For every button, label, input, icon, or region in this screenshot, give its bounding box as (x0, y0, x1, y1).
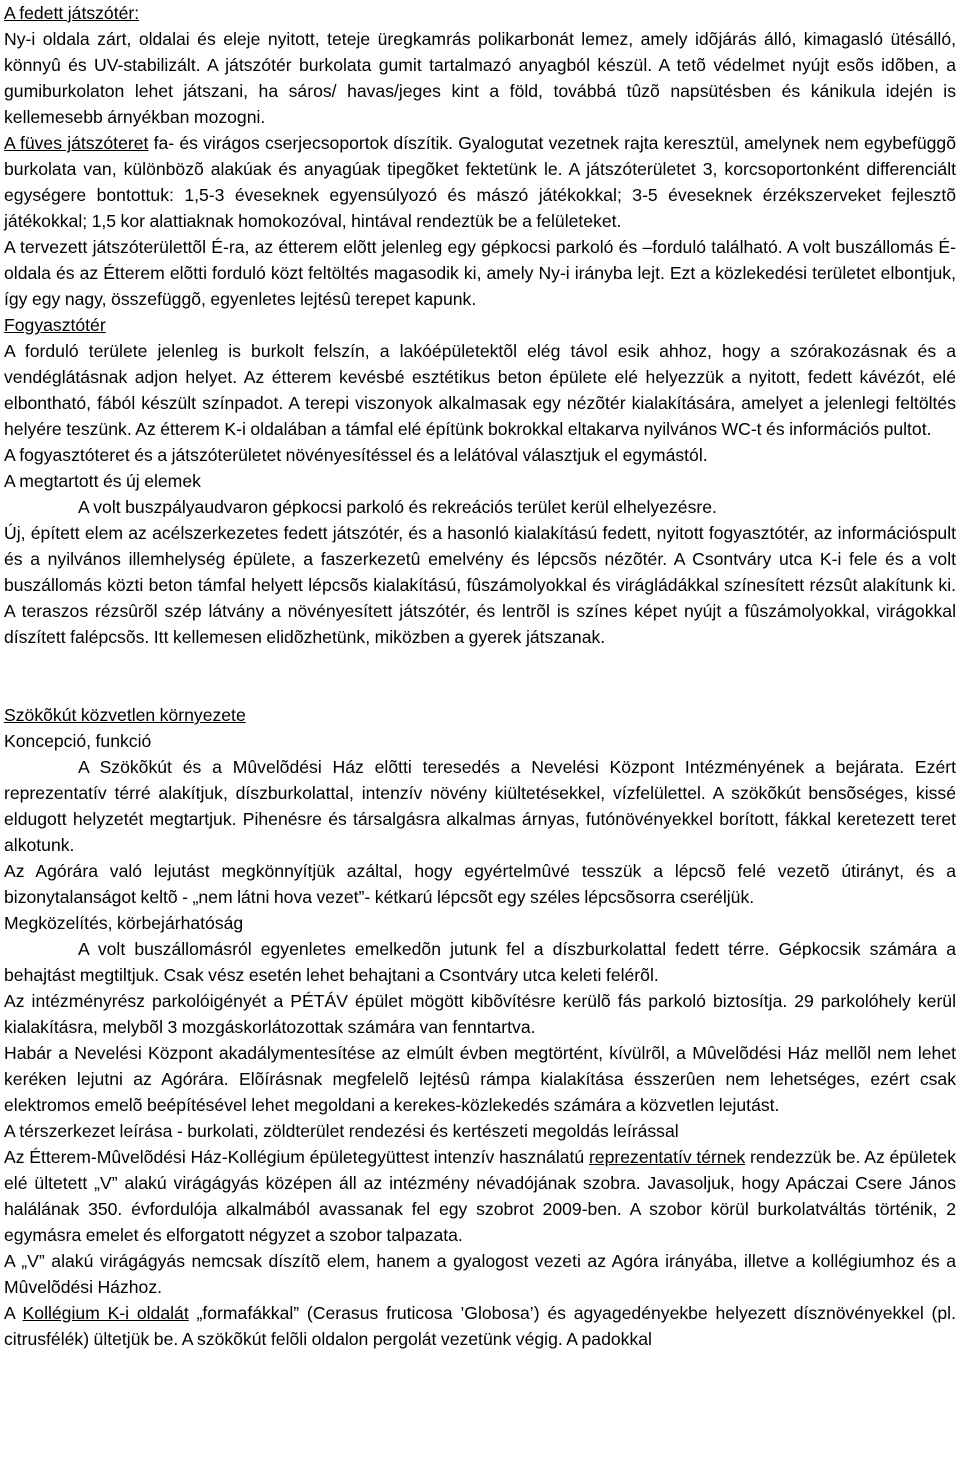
subheading: Koncepció, funkció (4, 731, 152, 751)
paragraph: Az intézményrész parkolóigényét a PÉTÁV épület mögött kibõvítésre kerülõ fás parkoló biztosítja. 29 parkolóhely kerül kialakításra, melybõl 3 mozgáskorlátozottak számára van fenntartva. (4, 991, 956, 1037)
underlined-phrase: A füves játszóteret (4, 133, 149, 153)
underlined-phrase: reprezentatív térnek (588, 1147, 746, 1167)
paragraph: Habár a Nevelési Központ akadálymentesítése az elmúlt évben megtörtént, kívülrõl, a Mûvelõdési Ház mellõl nem lehet keréken lejutni az Agórára. Elõírásnak megfelelõ lejtésû rámpa kialakítása ésszerûen nem lehetséges, ezért csak elektromos emelõ beépítésével lehet megoldani a kerekes-közlekedés számára a közvetlen lejutást. (4, 1043, 956, 1115)
spacer (4, 650, 956, 702)
paragraph: Új, épített elem az acélszerkezetes fedett játszótér, és a hasonló kialakítású fedett, nyitott fogyasztótér, az információspult és a nyilvános illemhelység épülete, a faszerkezetû emelvény és lépcsõs nézõtér. A Csontváry utca K-i fele és a volt buszállomás közti beton támfal helyett lépcsõs kialakítású, fûszámolyokkal és virágládákkal színesített rézsût alakítunk ki. A teraszos rézsûrõl szép látvány a növényesített játszótér, és lentrõl is színes képet nyújt a fûszámolyokkal, virágokkal díszített falépcsõs. Itt kellemesen elidõzhetünk, miközben a gyerek játszanak. (4, 523, 956, 647)
paragraph: A füves játszóteret fa- és virágos cserjecsoportok díszítik. Gyalogutat vezetnek rajta keresztül, amelynek nem egybefüggõ burkolata van, különbözõ alakúak és anyagúak tipegõket fektetünk le. A játszóterületet 3, korcsoportonként differenciált egységere bontottuk: 1,5-3 éveseknek egyensúlyozó és mászó játékokkal; 3-5 éveseknek érzékszerveket fejlesztõ játékokkal; 1,5 kor alattiaknak homokozóval, hintával rendeztük be a felületeket. (4, 133, 956, 231)
paragraph: A „V” alakú virágágyás nemcsak díszítõ elem, hanem a gyalogost vezeti az Agóra irányába, illetve a kollégiumhoz és a Mûvelõdési Házhoz. (4, 1251, 956, 1297)
section-heading-covered-playground: A fedett játszótér: (4, 3, 140, 23)
subheading: A térszerkezet leírása - burkolati, zöldterület rendezési és kertészeti megoldás leírással (4, 1121, 679, 1141)
section-heading-fountain-surroundings: Szökõkút közvetlen környezete (4, 705, 246, 725)
underlined-phrase: Kollégium K-i oldalát (22, 1303, 189, 1323)
paragraph: A Szökõkút és a Mûvelõdési Ház elõtti teresedés a Nevelési Központ Intézményének a bejárata. Ezért reprezentatív térré alakítjuk, díszburkolattal, intenzív növény kiültetésekkel, vízfelülettel. A szökõkút bensõséges, kissé eldugott helyzetét megtartjuk. Pihenésre és társalgásra alkalmas árnyas, futónövényekkel borított, fákkal keretezett teret alkotunk. (4, 757, 956, 855)
paragraph: A Kollégium K-i oldalát „formafákkal” (Cerasus fruticosa ’Globosa’) és agyagedényekbe helyezett dísznövényekkel (pl. citrusfélék) ültetjük be. A szökõkút felõli oldalon pergolát vezetünk végig. A padokkal (4, 1303, 956, 1349)
subheading: Megközelítés, körbejárhatóság (4, 913, 244, 933)
subheading: A megtartott és új elemek (4, 471, 201, 491)
paragraph: A volt buszállomásról egyenletes emelkedõn jutunk fel a díszburkolattal fedett térre. Gépkocsik számára a behajtást megtiltjuk. Csak vész esetén lehet behajtani a Csontváry utca keleti felérõl. (4, 939, 956, 985)
paragraph: Ny-i oldala zárt, oldalai és eleje nyitott, teteje üregkamrás polikarbonát lemez, amely idõjárás álló, kimagasló ütésálló, könnyû és UV-stabilizált. A játszótér burkolata gumit tartalmazó anyagból készül. A tetõ védelmet nyújt esõs idõben, a gumiburkolaton lehet játszani, ha sáros/ havas/jeges kint a föld, továbbá tûzõ napsütésben és kánikula idején is kellemesebb árnyékban mozogni. (4, 29, 956, 127)
section-heading-consumption-area: Fogyasztótér (4, 315, 106, 335)
paragraph: A tervezett játszóterülettõl É-ra, az étterem elõtt jelenleg egy gépkocsi parkoló és –forduló található. A volt buszállomás É- oldala és az Étterem elõtti forduló közt feltöltés magasodik ki, amely Ny-i irányba lejt. Ezt a közlekedési területet elbontjuk, így egy nagy, összefüggõ, egyenletes lejtésû terepet kapunk. (4, 237, 956, 309)
paragraph: Az Étterem-Mûvelõdési Ház-Kollégium épületegyüttest intenzív használatú reprezentatív térnek rendezzük be. Az épületek elé ültetett „V” alakú virágágyás középen áll az intézmény névadójának szobra. Javasoljuk, hogy Apáczai Csere János halálának 350. évfordulója alkalmából avassanak fel egy szobrot 2009-ben. A szobor körül burkolatváltás történik, 2 egymásra emelet és elforgatott négyzet a szobor talpazata. (4, 1147, 957, 1245)
paragraph: A fogyasztóteret és a játszóterületet növényesítéssel és a lelátóval választjuk el egymástól. (4, 445, 708, 465)
paragraph: Az Agórára való lejutást megkönnyítjük azáltal, hogy egyértelmûvé tesszük a lépcsõ felé vezetõ útirányt, és a bizonytalanságot keltõ - „nem látni hova vezet”- kétkarú lépcsõt egy széles lépcsõsorra cseréljük. (4, 861, 956, 907)
paragraph: A volt buszpályaudvaron gépkocsi parkoló és rekreációs terület kerül elhelyezésre. (78, 497, 717, 517)
paragraph: A forduló területe jelenleg is burkolt felszín, a lakóépületektõl elég távol esik ahhoz, hogy a szórakozásnak és a vendéglátásnak adjon helyet. Az étterem kevésbé esztétikus beton épülete elé helyezzük a nyitott, fedett kávézót, elé elbontható, fából készült színpadot. A terepi viszonyok alkalmasak egy nézõtér kialakítására, amelyet a jelenlegi feltöltés helyére teszünk. Az étterem K-i oldalában a támfal elé építünk bokrokkal eltakarva nyilvános WC-t és információs pultot. (4, 341, 956, 439)
